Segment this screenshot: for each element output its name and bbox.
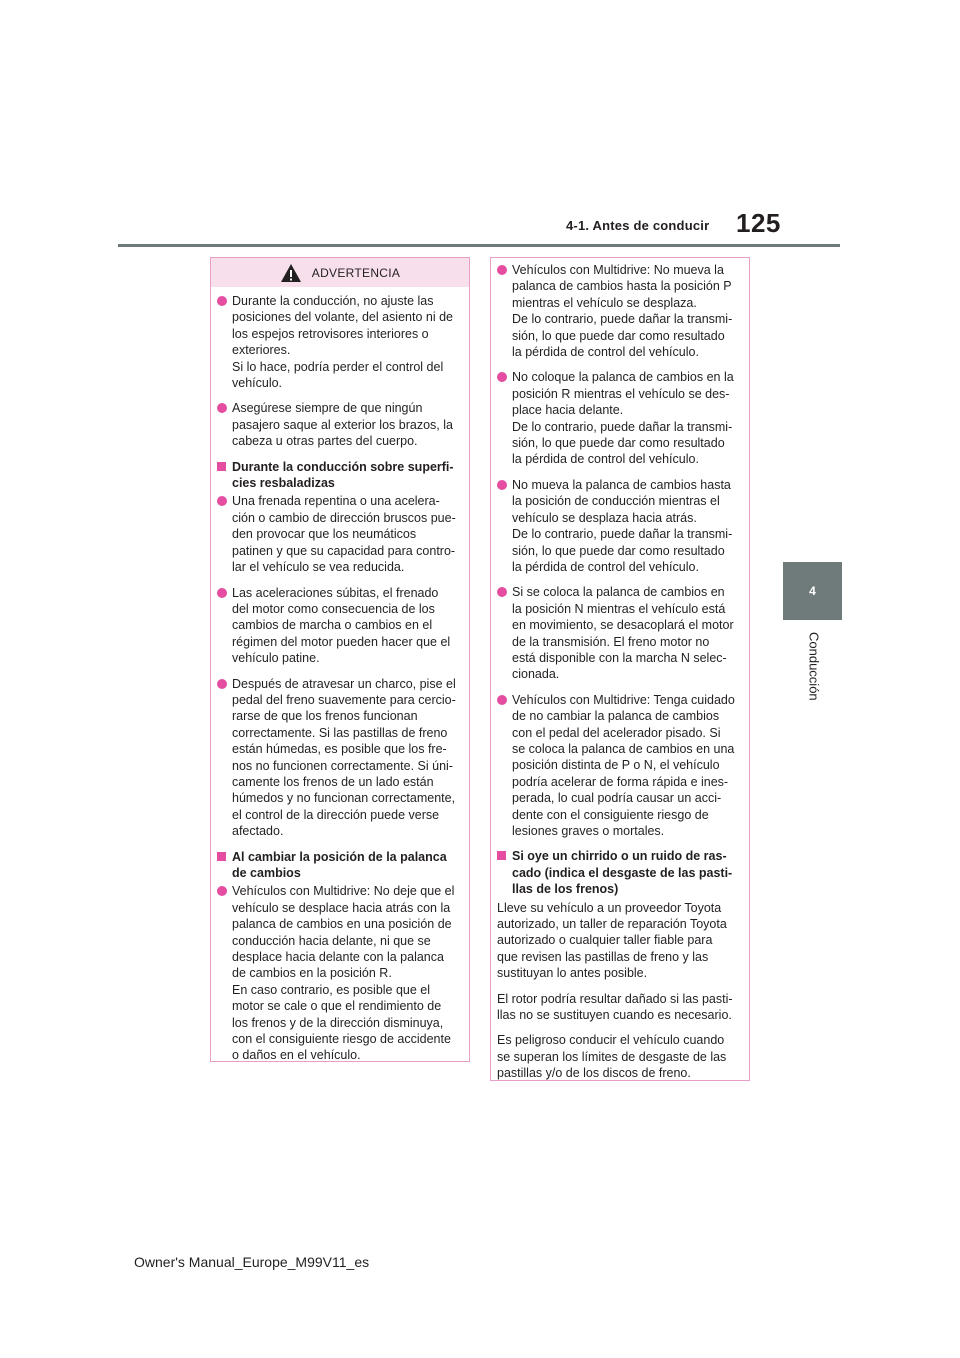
warning-paragraph: El rotor podría resultar dañado si las pasti- llas no se sustituyen cuando es necesario.	[497, 991, 733, 1023]
chapter-tab-number: 4	[809, 584, 816, 598]
footer-text: Owner's Manual_Europe_M99V11_es	[134, 1254, 370, 1270]
page-number: 125	[736, 208, 781, 238]
warning-item: Después de atravesar un charco, pise el pedal del freno suavemente para cercio- rarse de que los frenos funcionan correctamente. Si las pastillas de freno están húmedas, es posible que los fre- nos no funcionen correctamente. Si úni- camente los frenos de un lado están húmedos y no funcionan correctamente, el control de la dirección puede verse afectado.	[217, 676, 461, 840]
warning-item: No coloque la palanca de cambios en la posición R mientras el vehículo se des- place hacia delante. De lo contrario, puede dañar la transmi- sión, lo que puede dar como resultado la pérdida de control del vehículo.	[497, 369, 741, 467]
header-rule	[118, 244, 840, 247]
warning-paragraph: Es peligroso conducir el vehículo cuando se superan los límites de desgaste de las pastillas y/o de los discos de freno.	[497, 1033, 727, 1081]
warning-item: Una frenada repentina o una acelera- ción o cambio de dirección bruscos pue- den provocar que los neumáticos patinen y que su capacidad para contro- lar el vehículo se vea reducida.	[217, 493, 461, 575]
warning-title: ADVERTENCIA	[311, 265, 401, 280]
warning-subheading: Durante la conducción sobre superfi- cies resbaladizas	[217, 459, 461, 492]
warning-box-right	[490, 257, 750, 1081]
warning-item: No mueva la palanca de cambios hasta la posición de conducción mientras el vehículo se desplaza hacia atrás. De lo contrario, puede dañar la transmi- sión, lo que puede dar como resultado la pérdida de control del vehículo.	[497, 477, 741, 575]
warning-subheading: Si oye un chirrido o un ruido de ras- cado (indica el desgaste de las pasti- llas de los frenos)	[497, 848, 741, 897]
warning-item: Asegúrese siempre de que ningún pasajero saque al exterior los brazos, la cabeza u otras partes del cuerpo.	[217, 400, 461, 449]
warning-item: Vehículos con Multidrive: No deje que el vehículo se desplace hacia atrás con la palanca de cambios en una posición de conducción hacia delante, ni que se desplace hacia delante con la palanca de cambios en la posición R. En caso contrario, es posible que el motor se cale o que el rendimiento de los frenos y de la dirección disminuya, con el consiguiente riesgo de accidente o daños en el vehículo.	[217, 883, 461, 1063]
warning-item: Vehículos con Multidrive: Tenga cuidado de no cambiar la palanca de cambios con el pedal del acelerador pisado. Si se coloca la palanca de cambios en una posición distinta de P o N, el vehículo podría acelerar de forma rápida e ines- perada, lo cual podría causar un acci- dente con el consiguiente riesgo de lesiones graves o mortales.	[497, 692, 741, 840]
section-title: 4-1. Antes de conducir	[566, 218, 710, 233]
warning-item: Las aceleraciones súbitas, el frenado del motor como consecuencia de los cambios de marcha o cambios en el régimen del motor pueden hacer que el vehículo patine.	[217, 585, 461, 667]
warning-item: Vehículos con Multidrive: No mueva la palanca de cambios hasta la posición P mientras el vehículo se desplaza. De lo contrario, puede dañar la transmi- sión, lo que puede dar como resultado la pérdida de control del vehículo.	[497, 262, 741, 360]
warning-subheading: Al cambiar la posición de la palanca de cambios	[217, 849, 461, 882]
chapter-tab[interactable]	[783, 562, 842, 620]
warning-item: Durante la conducción, no ajuste las posiciones del volante, del asiento ni de los espejos retrovisores interiores o exteriores. Si lo hace, podría perder el control del vehículo.	[217, 293, 461, 391]
warning-box-left	[210, 257, 470, 1062]
warning-item: Si se coloca la palanca de cambios en la posición N mientras el vehículo está en movimiento, se desacoplará el motor de la transmisión. El freno motor no está disponible con la marcha N selec- cionada.	[497, 584, 741, 682]
warning-paragraph: Lleve su vehículo a un proveedor Toyota autorizado, un taller de reparación Toyota autorizado o cualquier taller fiable para que revisen las pastillas de freno y las sustituyan lo antes posible.	[497, 900, 727, 981]
warning-header	[211, 258, 469, 287]
chapter-label: Conducción	[806, 632, 822, 701]
warning-triangle-icon	[280, 263, 302, 283]
